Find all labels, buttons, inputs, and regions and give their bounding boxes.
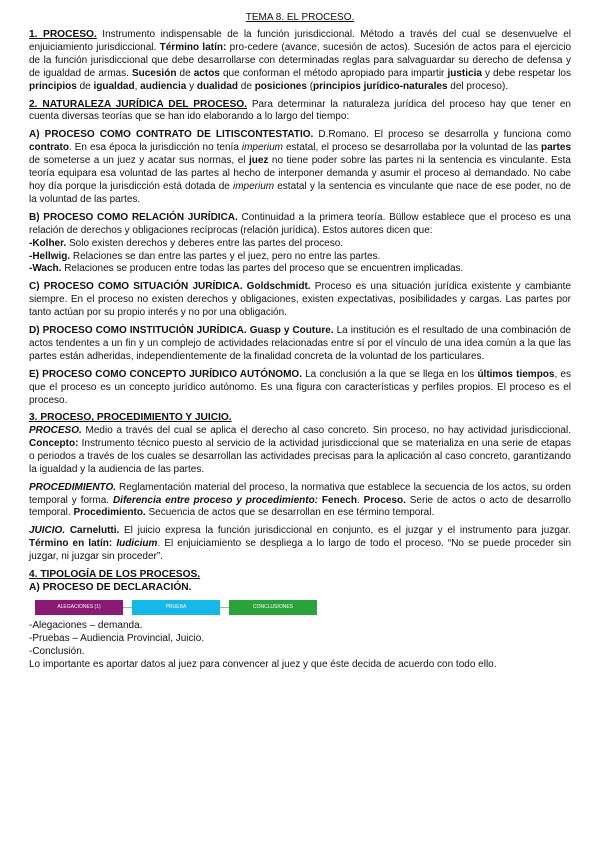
- text: Instrumento indispensable de la función jurisdiccional. Método a través del cual se desenvuelve el enjuiciamiento jurisdiccional.: [29, 29, 571, 53]
- section-2-intro: [29, 99, 571, 125]
- text: .: [356, 494, 364, 506]
- bold-word: Proceso.: [363, 494, 406, 506]
- bold-word: justicia: [447, 67, 482, 79]
- proceso-paragraph: [29, 425, 571, 477]
- bold-word: audiencia: [140, 80, 187, 92]
- theory-d-heading: D) PROCESO COMO INSTITUCIÓN JURÍDICA. Guasp y Couture.: [29, 325, 334, 337]
- text: D.Romano. El proceso se desarrolla y funciona como: [313, 129, 572, 141]
- text: de: [238, 80, 255, 92]
- text: . El enjuiciamiento se despliega a lo largo de todo el proceso. “No se puede proceder sin juzgar, ni juzgar sin proceder”.: [29, 538, 572, 563]
- list-item: -Pruebas – Audiencia Provincial, Juicio.: [29, 632, 205, 644]
- document-page: [29, 12, 571, 672]
- bold-word: contrato: [29, 142, 69, 154]
- author-name: -Wach.: [29, 263, 62, 275]
- text: Solo existen derechos y deberes entre las partes del proceso.: [66, 237, 344, 249]
- theory-e-paragraph: [29, 369, 571, 408]
- text: Para determinar la naturaleza jurídica del proceso hay que tener en cuenta diversas teorías que se han ido elaborando a lo largo del tiempo:: [29, 98, 571, 123]
- list-item: -Alegaciones – demanda.: [29, 620, 143, 632]
- text: Medio a través del cual se aplica el derecho al caso concreto. Sin proceso, no hay actividad jurisdiccional.: [81, 424, 571, 436]
- diagram-box-prueba: PRUEBA: [132, 600, 220, 615]
- text: de someterse a un juez y acatar sus normas, el: [29, 155, 249, 167]
- section-4-heading: 4. TIPOLOGÍA DE LOS PROCESOS.: [29, 569, 201, 581]
- theory-c-paragraph: [29, 281, 571, 320]
- latin-label: Término latín:: [159, 41, 227, 53]
- text: El juicio expresa la función jurisdiccional en conjunto, es el juzgar y el instrumento para juzgar.: [119, 525, 572, 537]
- subsection-declaracion-heading: A) PROCESO DE DECLARACIÓN.: [29, 581, 192, 593]
- text: de: [76, 80, 94, 92]
- text: del proceso).: [447, 80, 509, 92]
- theory-a-paragraph: [29, 129, 571, 206]
- author-name: -Kolher.: [29, 237, 67, 249]
- bold-word: dualidad: [196, 80, 238, 92]
- text: Serie de actos o acto de desarrollo temporal.: [29, 494, 571, 519]
- bold-word: Procedimiento.: [73, 507, 146, 519]
- bold-word: últimos tiempos: [477, 368, 555, 380]
- text: La conclusión a la que se llega en los: [301, 368, 478, 380]
- bold-word: principios jurídico-naturales: [313, 80, 448, 92]
- bold-word: actos: [193, 67, 220, 79]
- text: . En esa época la jurisdicción no tenía: [69, 142, 242, 154]
- procedimiento-paragraph: [29, 482, 571, 521]
- bold-word: partes: [540, 142, 571, 154]
- diagram-box-conclusiones: CONCLUSIONES: [229, 600, 317, 615]
- italic-word: imperium: [232, 180, 275, 192]
- bold-word: principios: [29, 80, 77, 92]
- term-label: Diferencia entre proceso y procedimiento:: [112, 494, 319, 506]
- author-name: -Hellwig.: [29, 250, 71, 262]
- term-label: JUICIO.: [29, 525, 66, 537]
- bold-word: igualdad: [93, 80, 135, 92]
- text: no tiene poder sobre las partes ni la sentencia es vinculante. Esta teoría equipara esa voluntad de las partes al hecho de interponer demanda y asumir el proceso al demandado. No cabe hoy día porque la jurisdicción está dotada de: [29, 155, 571, 192]
- theory-e-heading: E) PROCESO COMO CONCEPTO JURÍDICO AUTÓNOMO.: [29, 368, 302, 380]
- bold-word: Fenech: [321, 494, 357, 506]
- section-1-heading: 1. PROCESO.: [29, 29, 97, 40]
- list-item: -Conclusión.: [29, 645, 85, 657]
- text: ,: [134, 80, 141, 92]
- text: estatal, el proceso se desarrollaba por la voluntad de las: [283, 142, 541, 154]
- author-item: [29, 251, 571, 264]
- text: estatal y la sentencia es vinculante que nace de ese poder, no de la voluntad de las partes.: [29, 180, 571, 205]
- text: Relaciones se dan entre las partes y el juez, pero no entre las partes.: [70, 250, 381, 262]
- text: Secuencia de actos que se desarrollan en ese término temporal.: [145, 507, 435, 519]
- document-title: TEMA 8. EL PROCESO.: [245, 12, 355, 23]
- bold-word: Carnelutti.: [65, 525, 120, 537]
- text: pro-cedere (avance, sucesión de actos). Sucesión de actos para el ejercicio de la función jurisdiccional que debe desarrollarse con determinadas reglas para salvaguardar su derecho de defensa y de igualdad de armas.: [29, 41, 572, 79]
- bold-word: juez: [248, 155, 269, 167]
- section-2-heading: 2. NATURALEZA JURÍDICA DEL PROCESO.: [29, 98, 248, 110]
- term-label: PROCESO.: [29, 424, 82, 436]
- text: Continuidad a la primera teoría. Büllow establece que el proceso es una relación de derechos y obligaciones recíprocas (relación jurídica). Estos autores dicen que:: [29, 211, 571, 236]
- author-item: [29, 263, 571, 276]
- term-label: PROCEDIMIENTO.: [29, 481, 117, 493]
- theory-b-paragraph: [29, 212, 571, 238]
- author-item: [29, 238, 571, 251]
- text: , es que el proceso es un concepto jurídico autónomo. Es una figura con características y perfiles propios. El proceso es el proceso.: [29, 368, 571, 406]
- text: Instrumento técnico puesto al servicio de la actividad jurisdiccional que se materializa en una serie de etapas o periodos a través de los cuales se desarrollan las actividades precisas para la aplicación al caso concreto, garantizando la igualdad y la audiencia de las partes.: [29, 437, 571, 475]
- theory-c-heading: C) PROCESO COMO SITUACIÓN JURÍDICA. Goldschmidt.: [29, 281, 311, 293]
- text: (: [306, 80, 314, 92]
- bold-word: Sucesión: [131, 67, 177, 79]
- text: de: [176, 67, 194, 79]
- text: Relaciones se producen entre todas las partes del proceso que se encuentren implicadas.: [61, 263, 464, 275]
- section-1-paragraph: [29, 29, 571, 94]
- theory-b-heading: B) PROCESO COMO RELACIÓN JURÍDICA.: [29, 211, 238, 223]
- text: La institución es el resultado de una combinación de actos tendentes a un fin y un complejo de actividades relacionadas entre sí por el vínculo de una idea común a la que las partes están adheridas, independientemente de la finalidad concreta de la voluntad de los particulares.: [29, 325, 571, 362]
- text: y: [186, 80, 197, 92]
- diagram-connector: [123, 607, 132, 608]
- term-label: Concepto:: [29, 437, 79, 449]
- theory-d-paragraph: [29, 325, 571, 364]
- diagram-box-alegaciones: ALEGACIONES (1): [35, 600, 123, 615]
- italic-word: imperium: [241, 142, 283, 154]
- latin-label: Término en latín:: [29, 538, 113, 550]
- closing-sentence: Lo importante es aportar datos al juez para convencer al juez y que éste decida de acuerdo con todo ello.: [29, 658, 497, 670]
- latin-word: Iudicium: [116, 538, 158, 550]
- text: y debe respetar los: [481, 67, 571, 79]
- text: Reglamentación material del proceso, la normativa que establece la secuencia de los actos, su orden temporal y forma.: [29, 481, 571, 506]
- juicio-paragraph: [29, 525, 571, 564]
- theory-a-heading: A) PROCESO COMO CONTRATO DE LITISCONTESTATIO.: [29, 129, 314, 141]
- process-diagram: [35, 599, 571, 615]
- text: que conforman el método apropiado para impartir: [219, 67, 448, 79]
- bold-word: posiciones: [254, 80, 307, 92]
- section-3-heading: 3. PROCESO, PROCEDIMIENTO Y JUICIO.: [29, 412, 232, 424]
- diagram-connector: [220, 607, 229, 608]
- text: Proceso es una situación jurídica existente y cambiante siempre. En el proceso no existen derechos y obligaciones, existen expectativas, posibilidades y cargas. Las partes por tanto actúan por su propio interés y no por una obligación.: [29, 281, 571, 319]
